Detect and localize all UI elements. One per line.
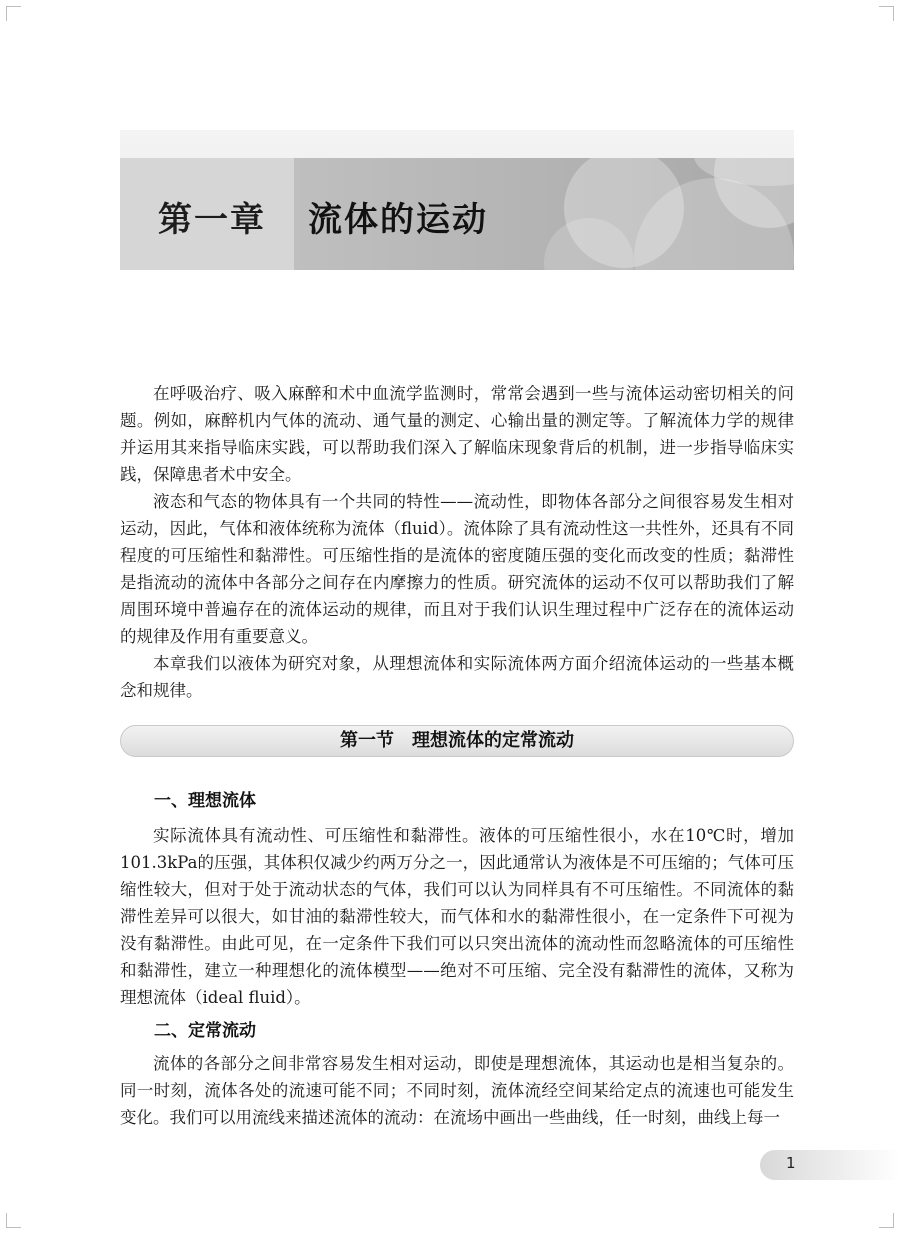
crop-mark-top-left — [6, 6, 21, 21]
chapter-title: 流体的运动 — [308, 200, 488, 240]
crop-mark-bottom-right — [879, 1213, 894, 1228]
page-number: 1 — [786, 1154, 796, 1172]
chapter-number: 第一章 — [158, 200, 266, 240]
crop-mark-bottom-left — [6, 1213, 21, 1228]
subsection-body — [120, 1050, 794, 1131]
chapter-introduction — [120, 380, 794, 704]
intro-paragraph: 在呼吸治疗、吸入麻醉和术中血流学监测时，常常会遇到一些与流体运动密切相关的问题。例如，麻醉机内气体的流动、通气量的测定、心输出量的测定等。了解流体力学的规律并运用其来指导临床实践，可以帮助我们深入了解临床现象背后的机制，进一步指导临床实践，保障患者术中安全。 — [120, 384, 794, 484]
subsection-heading: 二、定常流动 — [154, 1021, 256, 1041]
chapter-banner — [120, 130, 794, 270]
subsection-body — [120, 822, 794, 1011]
subsection-heading: 一、理想流体 — [154, 791, 256, 811]
intro-paragraph: 本章我们以液体为研究对象，从理想流体和实际流体两方面介绍流体运动的一些基本概念和规律。 — [120, 654, 794, 700]
body-paragraph: 流体的各部分之间非常容易发生相对运动，即使是理想流体，其运动也是相当复杂的。同一时刻，流体各处的流速可能不同；不同时刻，流体流经空间某给定点的流速也可能发生变化。我们可以用流线来描述流体的流动：在流场中画出一些曲线，任一时刻，曲线上每一 — [120, 1054, 794, 1127]
section-title: 第一节 理想流体的定常流动 — [340, 730, 574, 751]
page-number-tab — [760, 1150, 900, 1180]
crop-mark-top-right — [879, 6, 894, 21]
section-heading-bar — [120, 725, 794, 757]
intro-paragraph: 液态和气态的物体具有一个共同的特性——流动性，即物体各部分之间很容易发生相对运动，因此，气体和液体统称为流体（fluid）。流体除了具有流动性这一共性外，还具有不同程度的可压缩性和黏滞性。可压缩性指的是流体的密度随压强的变化而改变的性质；黏滞性是指流动的流体中各部分之间存在内摩擦力的性质。研究流体的运动不仅可以帮助我们了解周围环境中普遍存在的流体运动的规律，而且对于我们认识生理过程中广泛存在的流体运动的规律及作用有重要意义。 — [120, 492, 794, 646]
body-paragraph: 实际流体具有流动性、可压缩性和黏滞性。液体的可压缩性很小，水在10℃时，增加101.3kPa的压强，其体积仅减少约两万分之一，因此通常认为液体是不可压缩的；气体可压缩性较大，但对于处于流动状态的气体，我们可以认为同样具有不可压缩性。不同流体的黏滞性差异可以很大，如甘油的黏滞性较大，而气体和水的黏滞性很小，在一定条件下可视为没有黏滞性。由此可见，在一定条件下我们可以只突出流体的流动性而忽略流体的可压缩性和黏滞性，建立一种理想化的流体模型——绝对不可压缩、完全没有黏滞性的流体，又称为理想流体（ideal fluid）。 — [120, 826, 794, 1007]
